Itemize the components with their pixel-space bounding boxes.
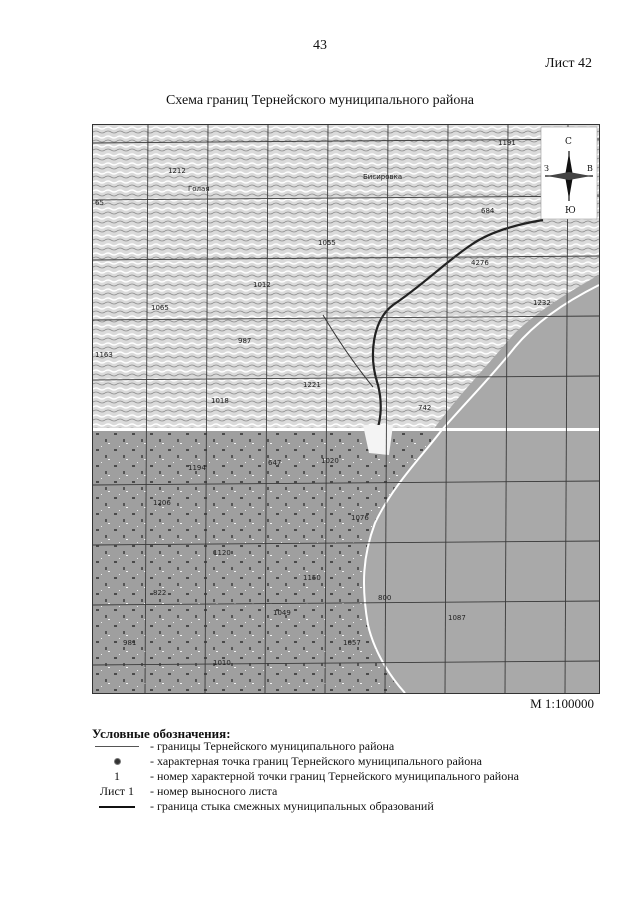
legend-text: - границы Тернейского муниципального района: [150, 739, 395, 753]
map-label: 987: [238, 337, 252, 345]
compass-rose: [541, 127, 597, 219]
map-svg: [93, 125, 599, 693]
map-label: 684: [481, 207, 495, 215]
legend-item: [92, 739, 394, 754]
map-label: Бисировка: [363, 173, 403, 181]
topographic-map: [92, 124, 600, 694]
map-label: 742: [418, 404, 432, 412]
map-label: 1057: [343, 639, 361, 647]
legend-symbol: [92, 746, 142, 747]
compass-north: С: [565, 137, 572, 147]
map-label: 1221: [303, 381, 321, 389]
legend-symbol: [92, 758, 142, 765]
map-label: 1150: [303, 574, 321, 582]
map-label: 1065: [151, 304, 169, 312]
map-label: 1120: [213, 549, 231, 557]
map-label: 1055: [318, 239, 336, 247]
legend-item: [92, 754, 482, 769]
legend-item: [92, 799, 434, 814]
sheet-number-symbol: Лист 1: [99, 784, 135, 798]
map-label: 1020: [321, 457, 339, 465]
map-label: 1012: [253, 281, 271, 289]
map-label: 1018: [211, 397, 229, 405]
map-label: 1212: [168, 167, 186, 175]
map-label: 1194: [188, 464, 206, 472]
legend-text: - характерная точка границ Тернейского муниципального района: [150, 754, 482, 768]
legend-item: [92, 769, 519, 784]
point-number-symbol: 1: [114, 769, 120, 783]
map-label: 1076: [351, 514, 369, 522]
map-label: 1087: [448, 614, 466, 622]
page-number: 43: [313, 38, 327, 53]
compass-east: В: [587, 164, 593, 173]
map-label: 1232: [533, 299, 551, 307]
map-label: 1010: [213, 659, 231, 667]
map-label: 1049: [273, 609, 291, 617]
map-title: Схема границ Тернейского муниципального района: [165, 93, 475, 108]
thick-line-icon: [99, 806, 135, 808]
legend-text: - номер характерной точки границ Тернейского муниципального района: [150, 769, 519, 783]
compass-south: Ю: [565, 206, 576, 216]
legend-title: Условные обозначения:: [92, 726, 231, 741]
legend-symbol: [92, 806, 142, 808]
legend-text: - номер выносного листа: [150, 784, 278, 798]
map-label: 4276: [471, 259, 489, 267]
legend-text: - граница стыка смежных муниципальных образований: [150, 799, 434, 813]
legend-symbol: [92, 769, 142, 784]
map-label: 981: [123, 639, 137, 647]
map-label: 1206: [153, 499, 171, 507]
legend-item: [92, 784, 277, 799]
compass-west: З: [544, 164, 549, 173]
map-scale: М 1:100000: [530, 696, 594, 711]
thin-line-icon: [95, 746, 139, 747]
map-label: 1191: [498, 139, 516, 147]
map-label: Голая: [188, 185, 210, 193]
dot-icon: [114, 758, 121, 765]
sheet-label: Лист 42: [545, 56, 592, 71]
sheet-seam: [93, 428, 599, 431]
legend-symbol: [92, 784, 142, 799]
map-label: 822: [153, 589, 167, 597]
map-label: 647: [268, 459, 282, 467]
map-label: 65: [95, 199, 104, 207]
map-label: 800: [378, 594, 392, 602]
map-label: 1163: [95, 351, 113, 359]
